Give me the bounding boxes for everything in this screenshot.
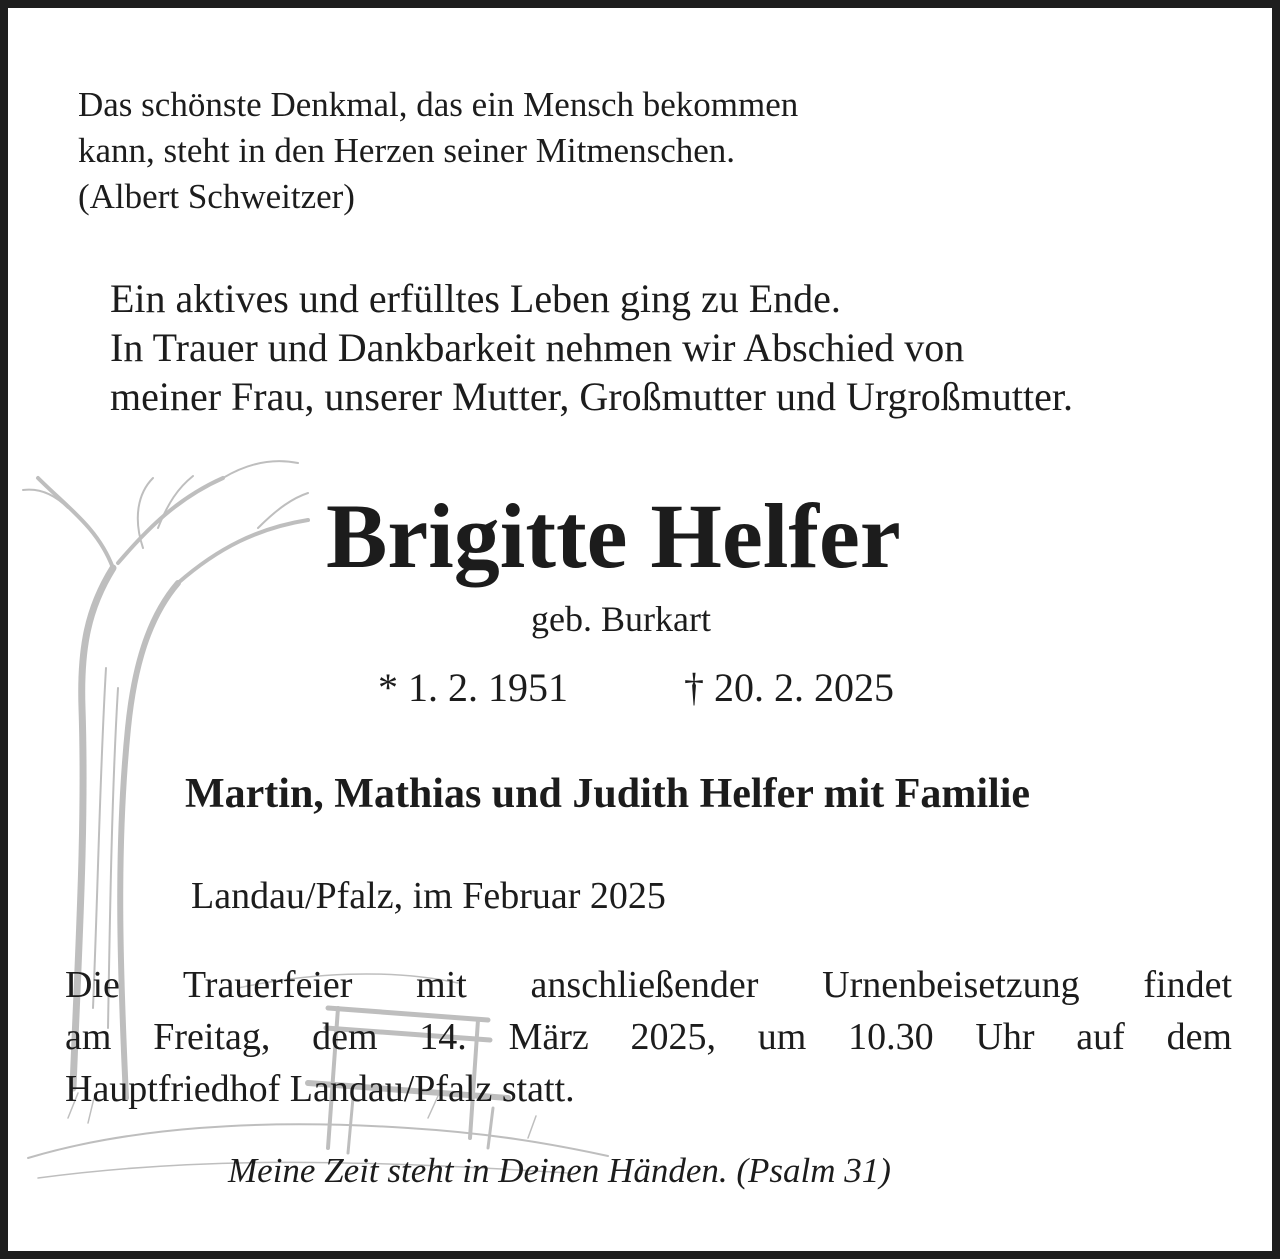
service-line-2: am Freitag, dem 14. März 2025, um 10.30 Uhr auf dem xyxy=(65,1016,1232,1058)
family-signature: Martin, Mathias und Judith Helfer mit Familie xyxy=(185,771,1031,817)
quote-line-2: kann, steht in den Herzen seiner Mitmenschen. xyxy=(78,131,736,170)
service-line-1: Die Trauerfeier mit anschließender Urnenbeisetzung findet xyxy=(65,964,1232,1006)
deceased-name: Brigitte Helfer xyxy=(326,485,901,587)
intro-line-3: meiner Frau, unserer Mutter, Großmutter und Urgroßmutter. xyxy=(110,374,1073,419)
psalm-verse: Meine Zeit steht in Deinen Händen. (Psalm 31) xyxy=(228,1151,891,1190)
service-line-3: Hauptfriedhof Landau/Pfalz statt. xyxy=(65,1068,575,1110)
place-date: Landau/Pfalz, im Februar 2025 xyxy=(191,875,666,917)
death-date: † 20. 2. 2025 xyxy=(684,665,894,710)
intro-line-1: Ein aktives und erfülltes Leben ging zu Ende. xyxy=(110,276,841,321)
maiden-name: geb. Burkart xyxy=(531,599,711,639)
intro-line-2: In Trauer und Dankbarkeit nehmen wir Abschied von xyxy=(110,325,965,370)
quote-attribution: (Albert Schweitzer) xyxy=(78,177,355,216)
service-details xyxy=(65,959,1232,1115)
quote-line-1: Das schönste Denkmal, das ein Mensch bekommen xyxy=(78,85,799,124)
birth-date: * 1. 2. 1951 xyxy=(378,665,568,710)
